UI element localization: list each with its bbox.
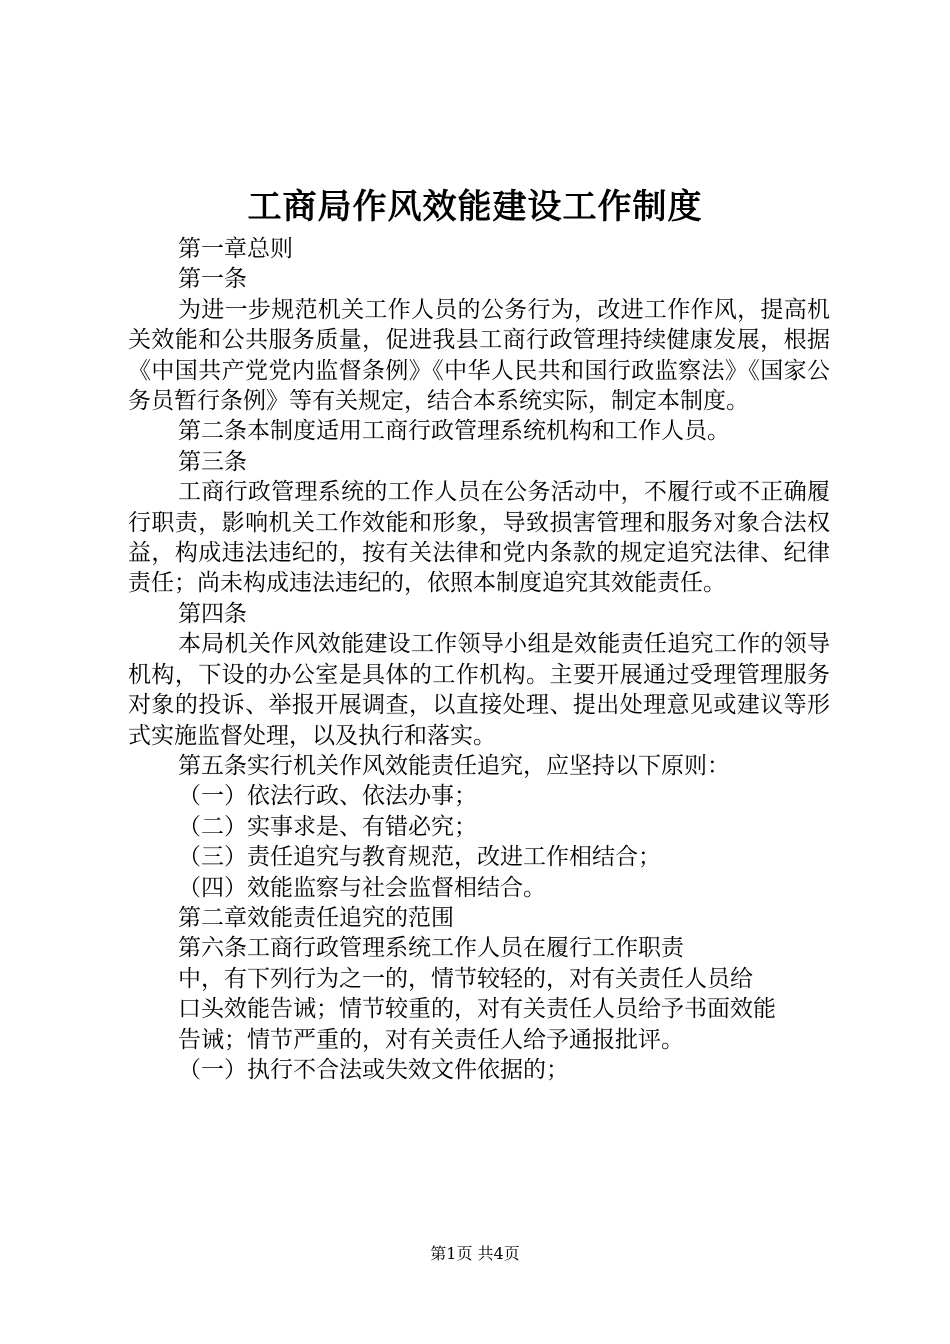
paragraph: 第一条 bbox=[178, 266, 247, 293]
paragraph: 本局机关作风效能建设工作领导小组是效能责任追究工作的领导机构，下设的办公室是具体的工作机构。主要开展通过受理管理服务对象的投诉、举报开展调查，以直接处理、提出处理意见或建议等形式实施监督处理，以及执行和落实。 bbox=[128, 631, 830, 749]
paragraph: 第二章效能责任追究的范围 bbox=[178, 904, 454, 931]
paragraph: 第二条本制度适用工商行政管理系统机构和工作人员。 bbox=[178, 418, 730, 445]
document-title: 工商局作风效能建设工作制度 bbox=[247, 187, 703, 227]
paragraph: 中，有下列行为之一的，情节较轻的，对有关责任人员给 bbox=[178, 965, 753, 992]
paragraph: 工商行政管理系统的工作人员在公务活动中，不履行或不正确履行职责，影响机关工作效能和形象，导致损害管理和服务对象合法权益，构成违法违纪的，按有关法律和党内条款的规定追究法律、纪律责任；尚未构成违法违纪的，依照本制度追究其效能责任。 bbox=[128, 479, 830, 597]
page-footer: 第1页 共4页 bbox=[430, 1244, 520, 1263]
paragraph: 第一章总则 bbox=[178, 236, 293, 262]
paragraph: 第六条工商行政管理系统工作人员在履行工作职责 bbox=[178, 935, 684, 962]
paragraph: 告诫；情节严重的，对有关责任人给予通报批评。 bbox=[178, 1026, 684, 1053]
paragraph: 口头效能告诫；情节较重的，对有关责任人员给予书面效能 bbox=[178, 996, 776, 1023]
paragraph: 第五条实行机关作风效能责任追究，应坚持以下原则： bbox=[178, 752, 730, 779]
paragraph: （三）责任追究与教育规范，改进工作相结合； bbox=[178, 844, 661, 871]
paragraph: （一）执行不合法或失效文件依据的； bbox=[178, 1056, 569, 1083]
paragraph: （四）效能监察与社会监督相结合。 bbox=[178, 874, 546, 901]
paragraph: 第四条 bbox=[178, 600, 247, 627]
paragraph: （一）依法行政、依法办事； bbox=[178, 783, 477, 810]
paragraph: （二）实事求是、有错必究； bbox=[178, 813, 477, 840]
paragraph: 为进一步规范机关工作人员的公务行为，改进工作作风，提高机关效能和公共服务质量，促进我县工商行政管理持续健康发展，根据《中国共产党党内监督条例》《中华人民共和国行政监察法》《国家公务员暂行条例》等有关规定，结合本系统实际，制定本制度。 bbox=[128, 296, 830, 415]
paragraph: 第三条 bbox=[178, 448, 247, 475]
document-body bbox=[128, 234, 830, 1085]
